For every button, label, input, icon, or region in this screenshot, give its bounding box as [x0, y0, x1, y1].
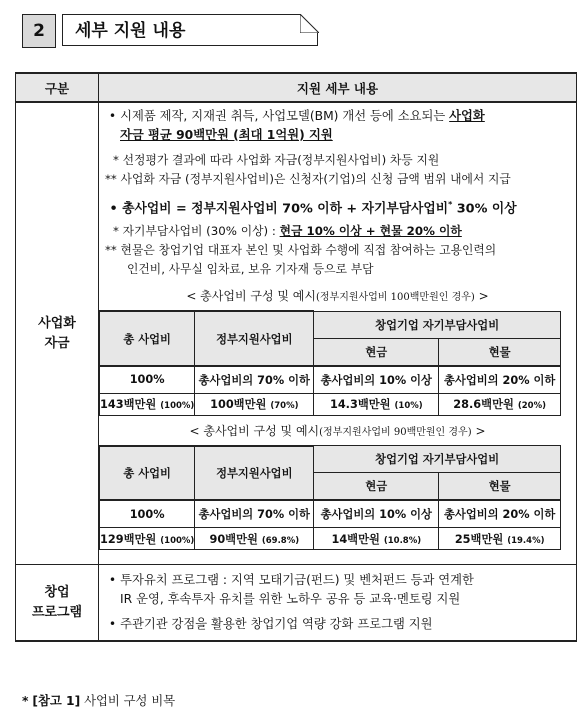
bullet-text: 투자유치 프로그램 : 지역 모태기금(펀드) 및 벤처펀드 등과 연계한 [120, 573, 474, 588]
note-item: * 선정평가 결과에 따라 사업화 자금(정부지원사업비) 차등 지원 [113, 153, 440, 167]
amount-pct: (100%) [160, 535, 195, 546]
header-total: 총 사업비 [100, 311, 195, 366]
header-kind: 현물 [439, 338, 561, 366]
footnote-star: * [22, 694, 29, 708]
support-detail-table [15, 72, 577, 642]
header-cash: 현금 [314, 473, 439, 501]
bullet-item-cont: IR 운영, 후속투자 유치를 위한 노하우 공유 등 교육·멘토링 지원 [120, 592, 461, 607]
category-line: 자금 [44, 335, 70, 351]
formula-tail: 30% 이상 [452, 201, 517, 217]
amount-pct: (100%) [160, 401, 195, 412]
cell-gov-pct: 총사업비의 70% 이하 [195, 500, 314, 528]
amount: 129백만원 [100, 532, 157, 546]
cell-cash-amount [314, 528, 439, 550]
caption-end: > [471, 423, 486, 438]
example-table [99, 445, 561, 551]
cell-kind-pct: 총사업비의 20% 이하 [439, 500, 561, 528]
amount-pct: (70%) [270, 401, 299, 412]
folded-corner-icon [300, 14, 319, 33]
category-program [16, 565, 99, 642]
note-item: ** 사업화 자금 (정부지원사업비)은 신청자(기업)의 신청 금액 범위 내에서 지급 [105, 172, 511, 186]
amount: 143백만원 [100, 398, 157, 412]
category-funding [16, 102, 99, 565]
amount-pct: (69.8%) [261, 535, 300, 546]
amount: 100백만원 [210, 398, 267, 412]
col-header-category: 구분 [16, 73, 99, 102]
program-detail [99, 565, 577, 642]
cell-total-pct: 100% [100, 500, 195, 528]
formula-sup: * [448, 200, 453, 209]
funding-detail [99, 102, 577, 565]
bullet-item: • 투자유치 프로그램 : 지역 모태기금(펀드) 및 벤처펀드 등과 연계한 [105, 573, 474, 588]
amount: 14.3백만원 [329, 398, 391, 412]
bullet-text: 시제품 제작, 지재권 취득, 사업모델(BM) 개선 등에 소요되는 [120, 109, 446, 123]
section-number: 2 [22, 14, 56, 48]
category-line: 창업 [44, 584, 70, 600]
note-item: ** 현물은 창업기업 대표자 본인 및 사업화 수행에 직접 참여하는 고용인력의 [105, 243, 497, 258]
note-text: * 자기부담사업비 (30% 이상) : [113, 224, 280, 239]
cell-cash-amount [314, 393, 439, 415]
formula-line: • 총사업비 = 정부지원사업비 70% 이하 + 자기부담사업비* 30% 이상 [105, 200, 517, 217]
cell-cash-pct: 총사업비의 10% 이상 [314, 366, 439, 394]
amount: 14백만원 [331, 532, 380, 546]
amount-pct: (10%) [394, 401, 423, 412]
caption-end: > [474, 289, 489, 304]
table-header-row [16, 73, 577, 102]
footnote-text: 사업비 구성 비목 [80, 694, 176, 708]
example-caption [105, 287, 570, 304]
amount-pct: (19.4%) [507, 535, 545, 546]
amount-pct: (20%) [517, 401, 546, 412]
caption-small: (정부지원사업비 100백만원인 경우) [315, 292, 475, 304]
cell-total-pct: 100% [100, 366, 195, 394]
table-row-funding [16, 102, 577, 565]
amount: 28.6백만원 [453, 398, 514, 412]
col-header-detail: 지원 세부 내용 [99, 73, 577, 102]
header-cash: 현금 [314, 338, 439, 366]
footnote [22, 691, 175, 709]
cell-kind-pct: 총사업비의 20% 이하 [439, 366, 561, 394]
cell-cash-pct: 총사업비의 10% 이상 [314, 500, 439, 528]
cell-kind-amount [439, 393, 561, 415]
header-total: 총 사업비 [100, 446, 195, 501]
table-row-program [16, 565, 577, 642]
cell-gov-amount [195, 528, 314, 550]
caption-main: < 총사업비 구성 및 예시 [189, 423, 320, 438]
note-strong: 현금 10% 이상 + 현물 20% 이하 [279, 224, 462, 239]
header-gov: 정부지원사업비 [195, 311, 314, 366]
header-self: 창업기업 자기부담사업비 [314, 446, 561, 473]
bullet-item: • 주관기관 강점을 활용한 창업기업 역량 강화 프로그램 지원 [105, 617, 433, 632]
formula-text: 총사업비 = 정부지원사업비 70% 이하 + 자기부담사업비 [122, 201, 449, 217]
bullet-strong: 자금 평균 90백만원 (최대 1억원) 지원 [120, 128, 333, 142]
cell-total-amount [100, 528, 195, 550]
caption-main: < 총사업비 구성 및 예시 [186, 289, 316, 304]
category-line: 프로그램 [31, 604, 83, 620]
footnote-ref: [참고 1] [32, 694, 81, 708]
bullet-text: 주관기관 강점을 활용한 창업기업 역량 강화 프로그램 지원 [120, 617, 433, 632]
amount-pct: (10.8%) [383, 535, 422, 546]
example-table [99, 310, 561, 416]
header-self: 창업기업 자기부담사업비 [314, 311, 561, 338]
caption-small: (정부지원사업비 90백만원인 경우) [319, 426, 472, 438]
header-kind: 현물 [439, 473, 561, 501]
example-caption [105, 422, 570, 439]
note-item: 인건비, 사무실 임차료, 보유 기자재 등으로 부담 [127, 262, 374, 277]
bullet-strong: 사업화 [449, 109, 485, 123]
amount: 25백만원 [454, 532, 504, 546]
cell-total-amount [100, 393, 195, 415]
category-line: 사업화 [38, 315, 76, 331]
header-gov: 정부지원사업비 [195, 446, 314, 501]
bullet-item: • 시제품 제작, 지재권 취득, 사업모델(BM) 개선 등에 소요되는 사업화 [105, 109, 485, 123]
section-title: 세부 지원 내용 [62, 14, 318, 46]
cell-gov-pct: 총사업비의 70% 이하 [195, 366, 314, 394]
cell-kind-amount [439, 528, 561, 550]
amount: 90백만원 [209, 532, 258, 546]
cell-gov-amount [195, 393, 314, 415]
note-item [105, 222, 570, 241]
bullet-item-cont [105, 126, 570, 145]
